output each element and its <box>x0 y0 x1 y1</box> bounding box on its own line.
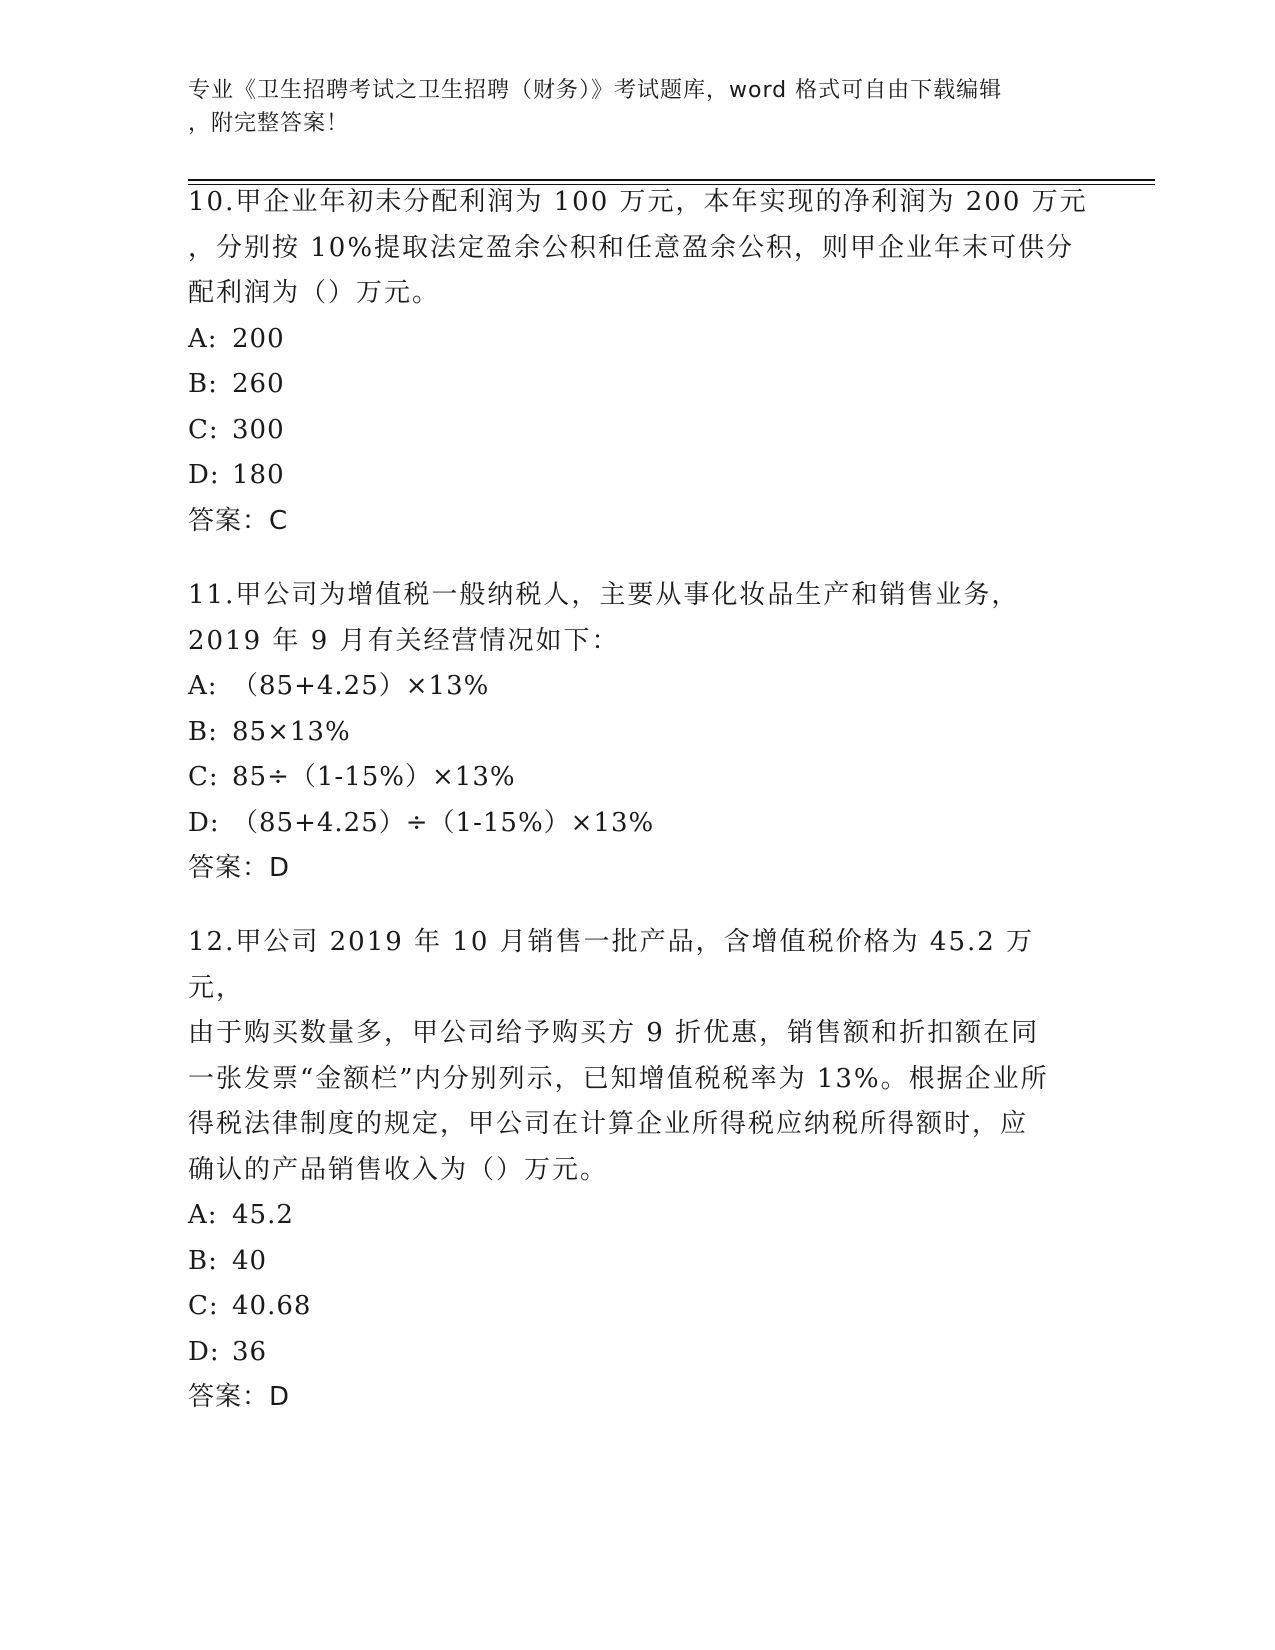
question-line: 12.甲公司 2019 年 10 月销售一批产品，含增值税价格为 45.2 万元， <box>188 927 1035 1003</box>
option-text: 85÷（1-15%）×13% <box>232 762 516 792</box>
option-text: 180 <box>232 460 285 490</box>
answer-line: 答案：D <box>188 1382 291 1412</box>
question-line: 配利润为（）万元。 <box>188 278 441 308</box>
question-line: 一张发票“金额栏”内分别列示，已知增值税税率为 13%。根据企业所 <box>188 1063 1049 1094</box>
question-11 <box>188 573 1088 892</box>
option-text: 40.68 <box>232 1291 312 1321</box>
option-letter: A: <box>188 1200 218 1230</box>
option-c <box>188 408 1088 454</box>
option-letter: D: <box>188 1336 220 1367</box>
question-line: 确认的产品销售收入为（）万元。 <box>188 1154 609 1185</box>
option-text: （85+4.25）×13% <box>232 671 490 701</box>
option-letter: D: <box>188 807 220 838</box>
option-letter: A: <box>188 323 218 354</box>
option-text: 36 <box>232 1336 268 1367</box>
option-letter: A: <box>188 671 218 701</box>
answer-line: 答案：C <box>188 505 289 536</box>
option-b <box>188 710 1088 756</box>
question-line: 11.甲公司为增值税一般纳税人，主要从事化妆品生产和销售业务， <box>188 580 1020 610</box>
option-d <box>188 801 1088 847</box>
question-line: 得税法律制度的规定，甲公司在计算企业所得税应纳税所得额时，应 <box>188 1109 1029 1139</box>
option-c <box>188 755 1088 801</box>
option-c <box>188 1284 1088 1330</box>
option-letter: D: <box>188 460 220 490</box>
question-line: ，分别按 10%提取法定盈余公积和任意盈余公积，则甲企业年末可供分 <box>188 232 1075 263</box>
question-line: 10.甲企业年初未分配利润为 100 万元，本年实现的净利润为 200 万元 <box>188 187 1088 217</box>
option-text: 85×13% <box>232 716 351 747</box>
question-line: 由于购买数量多，甲公司给予购买方 9 折优惠，销售额和折扣额在同 <box>188 1018 1040 1048</box>
option-letter: B: <box>188 369 218 399</box>
question-12 <box>188 920 1088 1421</box>
question-10 <box>188 180 1088 544</box>
option-text: （85+4.25）÷（1-15%）×13% <box>232 807 655 838</box>
option-d <box>188 453 1088 499</box>
option-a <box>188 1193 1088 1239</box>
option-letter: C: <box>188 414 219 445</box>
header-line-1: 专业《卫生招聘考试之卫生招聘（财务）》考试题库，word 格式可自由下载编辑 <box>188 78 1003 103</box>
document-header <box>188 74 1068 140</box>
question-line: 2019 年 9 月有关经营情况如下： <box>188 625 620 656</box>
option-b <box>188 362 1088 408</box>
answer-line: 答案：D <box>188 853 291 883</box>
option-text: 40 <box>232 1245 268 1276</box>
option-a <box>188 664 1088 710</box>
option-text: 200 <box>232 323 285 354</box>
option-letter: B: <box>188 716 218 747</box>
option-letter: C: <box>188 762 219 792</box>
option-text: 300 <box>232 414 285 445</box>
header-line-2: ，附完整答案！ <box>188 111 350 136</box>
option-letter: B: <box>188 1245 218 1276</box>
option-text: 45.2 <box>232 1200 294 1230</box>
option-letter: C: <box>188 1291 219 1321</box>
option-text: 260 <box>232 369 285 399</box>
option-d <box>188 1330 1088 1376</box>
option-b <box>188 1239 1088 1285</box>
option-a <box>188 317 1088 363</box>
